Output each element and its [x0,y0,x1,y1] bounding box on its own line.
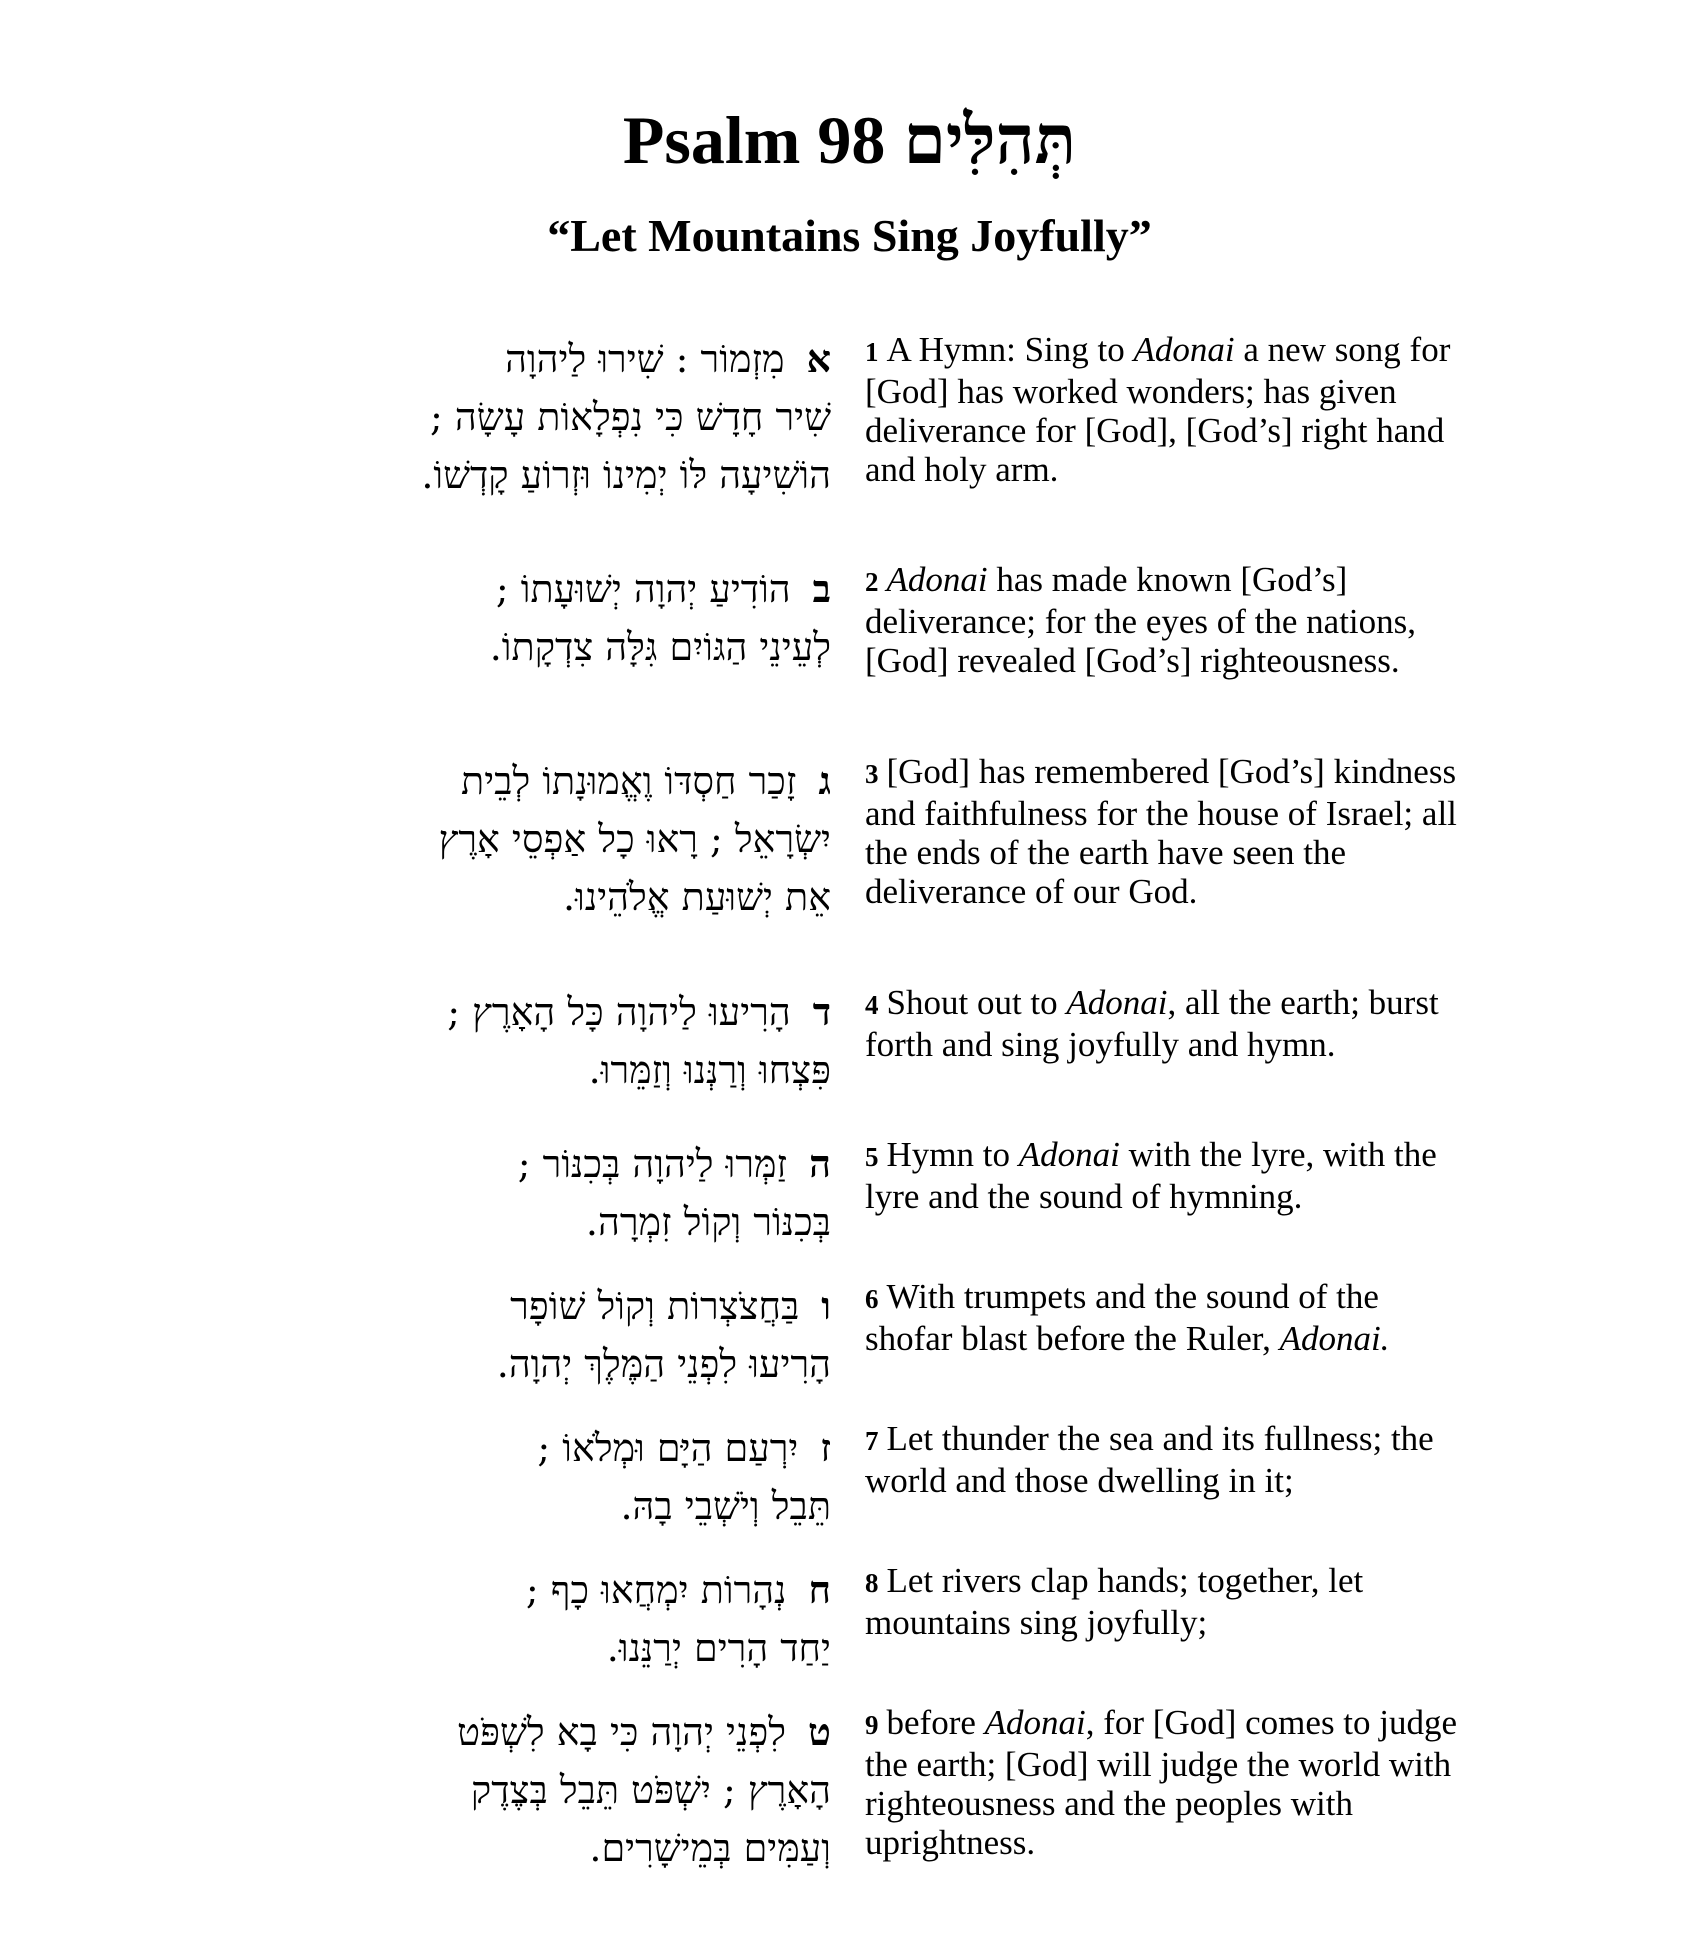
hebrew-verse-letter: ה [809,1141,831,1186]
english-verse-8 [865,1561,1470,1642]
title-english: Psalm 98 [622,102,886,178]
hebrew-text: הוֹדִיעַ יְהוָה יְשׁוּעָתוֹ ; [495,567,791,611]
hebrew-text: לִפְנֵי יְהוָה כִּי בָא לִשְׁפֹּט [457,1710,787,1754]
hebrew-line: יִשְׂרָאֵל ; רָאוּ כָל אַפְסֵי אָרֶץ [438,817,831,861]
english-text: Let rivers clap hands; together, let mountains sing joyfully; [865,1561,1364,1642]
hebrew-line [191,983,831,1041]
hebrew-verse-4 [191,983,831,1099]
hebrew-verse-letter: ז [820,1425,831,1470]
hebrew-text: זָכַר חַסְדּוֹ וֶאֱמוּנָתוֹ לְבֵית [461,759,797,803]
english-text: with the lyre, with the lyre and the sound of hymning. [865,1135,1437,1216]
hebrew-line: יַחַד הָרִים יְרַנֵּנוּ. [606,1626,831,1670]
hebrew-verse-letter: ו [821,1283,831,1328]
english-verse-9 [865,1703,1470,1862]
verse-number: 4 [865,990,879,1020]
hebrew-line [191,1703,831,1761]
hebrew-verse-2 [191,560,831,676]
english-text: has made known [God’s] deliverance; for the eyes of the nations, [God] revealed [God’s] righteousness. [865,560,1417,680]
hebrew-line [191,330,831,388]
hebrew-line [191,1277,831,1335]
divine-name: Adonai. [1279,1319,1390,1358]
divine-name: Adonai [984,1703,1086,1742]
hebrew-line: בְּכִנּוֹר וְקוֹל זִמְרָה. [585,1200,831,1244]
hebrew-verse-letter: ט [808,1709,831,1754]
english-verse-3 [865,752,1470,911]
verse-number: 3 [865,759,879,789]
hebrew-text: בַּחֲצֹצְרוֹת וְקוֹל שׁוֹפָר [510,1284,800,1328]
page-subtitle: “Let Mountains Sing Joyfully” [547,210,1152,261]
hebrew-verse-5 [191,1135,831,1251]
hebrew-verse-letter: ג [818,758,831,803]
hebrew-text: זַמְּרוּ לַיהוָה בְּכִנּוֹר ; [517,1142,788,1186]
hebrew-verse-6 [191,1277,831,1393]
english-text: Hymn to [886,1135,1019,1174]
page-title [0,100,1699,180]
divine-name: Adonai [1066,983,1168,1022]
english-text: A Hymn: Sing to [886,330,1134,369]
hebrew-verse-letter: ח [808,1567,831,1612]
hebrew-text: נְהָרוֹת יִמְחֲאוּ כָף ; [525,1568,787,1612]
verse-number: 6 [865,1284,879,1314]
verse-number: 5 [865,1142,879,1172]
hebrew-text: הָרִיעוּ לַיהוָה כָּל הָאָרֶץ ; [447,990,791,1034]
verse-number: 7 [865,1426,879,1456]
hebrew-line: וְעַמִּים בְּמֵישָׁרִים. [589,1826,831,1870]
english-text: , all the earth; burst forth and sing joyfully and hymn. [865,983,1439,1064]
hebrew-line: תֵּבֵל וְיֹשְׁבֵי בָהּ. [620,1484,831,1528]
hebrew-line [191,1561,831,1619]
hebrew-verse-letter: ד [812,989,831,1034]
hebrew-text: מִזְמוֹר : שִׁירוּ לַיהוָה [505,337,785,381]
hebrew-line: פִּצְחוּ וְרַנְּנוּ וְזַמֵּרוּ. [588,1048,831,1092]
hebrew-verse-9 [191,1703,831,1877]
english-verse-2 [865,560,1470,680]
english-text: With trumpets and the sound of the shofar blast before the Ruler, [865,1277,1379,1358]
english-text: , for [God] comes to judge the earth; [God] will judge the world with righteousness and the peoples with uprightness. [865,1703,1458,1862]
hebrew-line [191,1419,831,1477]
hebrew-line [191,560,831,618]
english-verse-4 [865,983,1470,1064]
hebrew-verse-3 [191,752,831,926]
english-verse-1 [865,330,1470,489]
divine-name: Adonai [1133,330,1235,369]
english-verse-5 [865,1135,1470,1216]
hebrew-line: הוֹשִׁיעָה לּוֹ יְמִינוֹ וּזְרוֹעַ קָדְשׁוֹ. [421,453,831,497]
hebrew-verse-1 [191,330,831,504]
hebrew-verse-letter: ב [812,566,831,611]
english-verse-7 [865,1419,1470,1500]
verse-number: 9 [865,1710,879,1740]
hebrew-line: הָאָרֶץ ; יִשְׁפֹּט תֵּבֵל בְּצֶדֶק [470,1768,831,1812]
english-text: a new song for [God] has worked wonders; has given deliverance for [God], [God’s] right hand and holy arm. [865,330,1451,489]
english-text: Shout out to [886,983,1067,1022]
hebrew-text: יִרְעַם הַיָּם וּמְלֹאוֹ ; [537,1426,799,1470]
verse-number: 8 [865,1568,879,1598]
hebrew-verse-7 [191,1419,831,1535]
hebrew-line: אֵת יְשׁוּעַת אֱלֹהֵינוּ. [563,875,831,919]
english-text: Let thunder the sea and its fullness; the world and those dwelling in it; [865,1419,1434,1500]
english-text: [God] has remembered [God’s] kindness and faithfulness for the house of Israel; all the ends of the earth have seen the deliverance of our God. [865,752,1457,911]
english-verse-6 [865,1277,1470,1358]
hebrew-line: לְעֵינֵי הַגּוֹיִם גִּלָּה צִדְקָתוֹ. [489,625,831,669]
hebrew-line: הָרִיעוּ לִפְנֵי הַמֶּלֶךְ יְהוָה. [496,1342,831,1386]
divine-name: Adonai [1018,1135,1120,1174]
hebrew-verse-letter: א [806,336,831,381]
english-text: before [886,1703,985,1742]
verse-number: 1 [865,337,879,367]
hebrew-line [191,1135,831,1193]
verse-number: 2 [865,567,879,597]
hebrew-line [191,752,831,810]
hebrew-line: שִׁיר חָדָשׁ כִּי נִפְלָאוֹת עָשָׂה ; [430,395,831,439]
divine-name: Adonai [886,560,988,599]
title-hebrew: תְּהִלִּים [903,102,1077,178]
hebrew-verse-8 [191,1561,831,1677]
